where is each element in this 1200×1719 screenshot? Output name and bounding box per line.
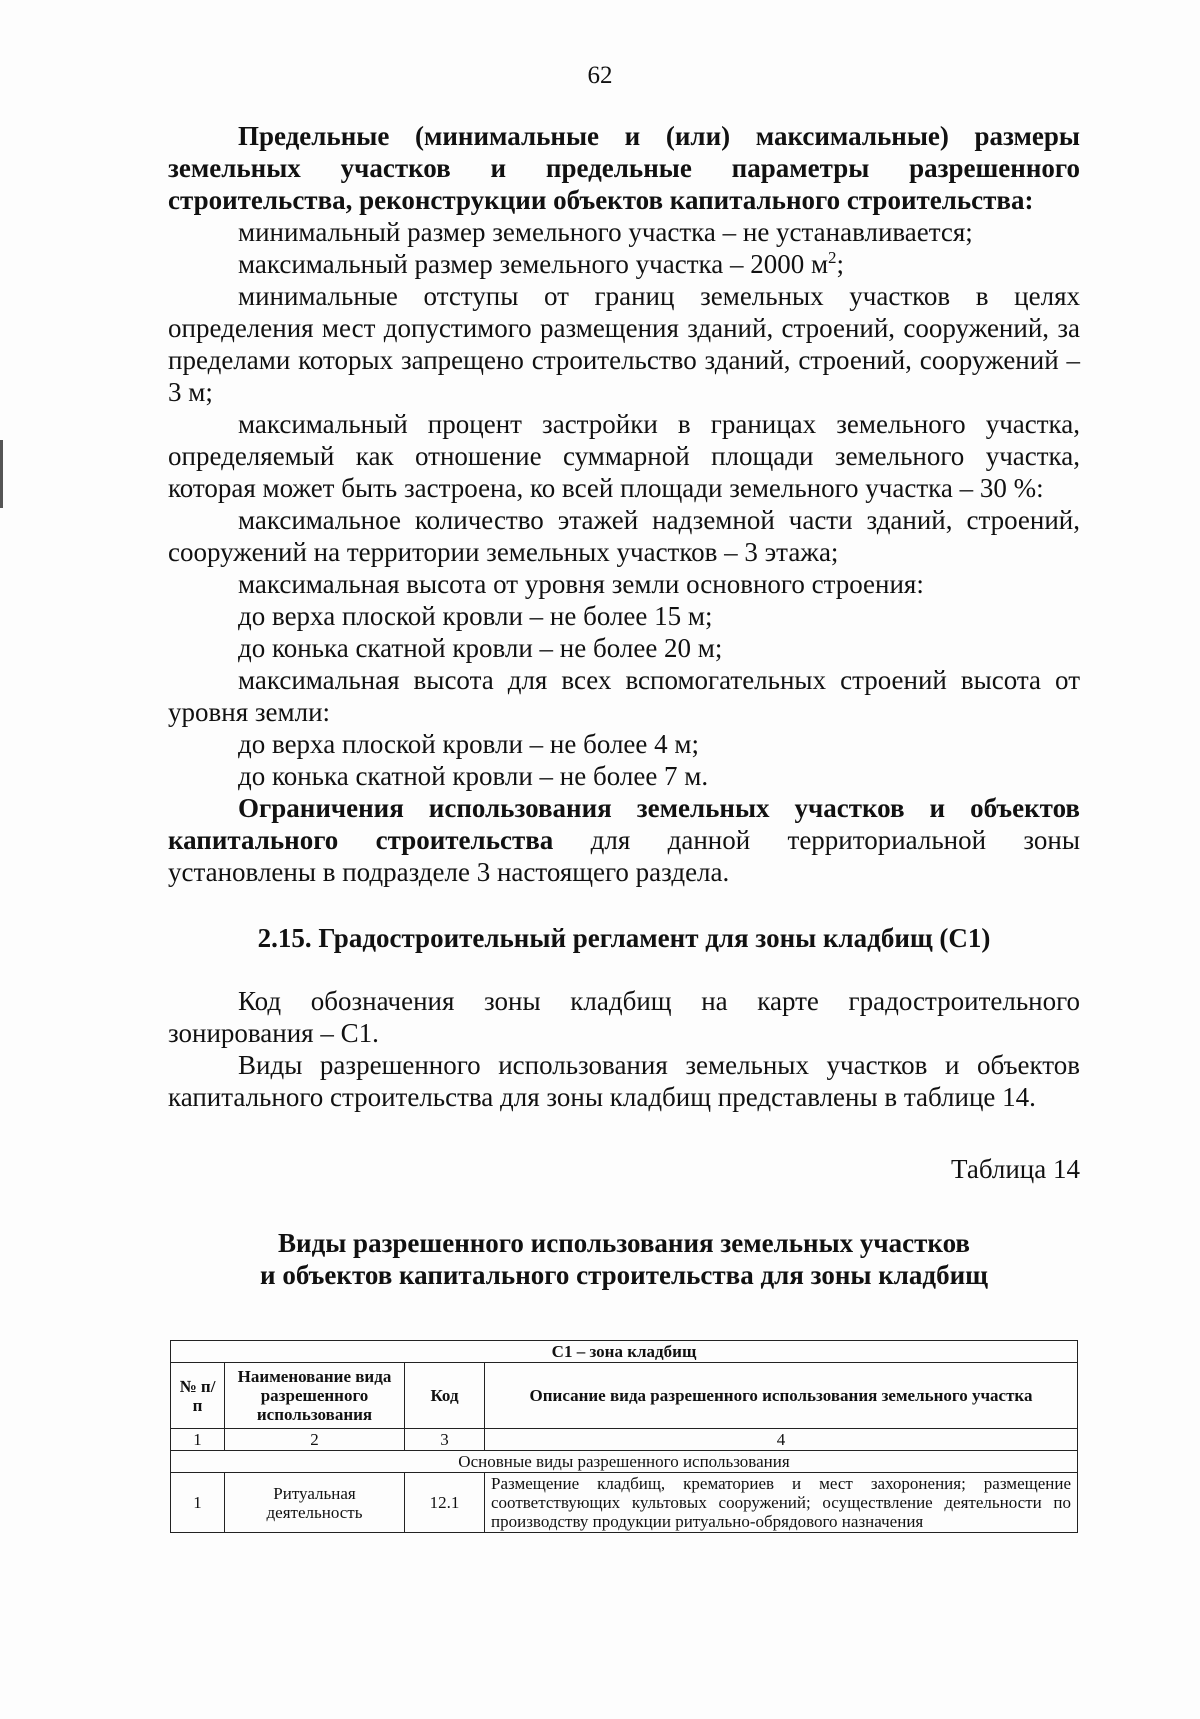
max-size-paragraph xyxy=(168,248,1080,280)
height-aux-paragraph: максимальная высота для всех вспомогательных строений высота от уровня земли: xyxy=(168,665,1080,727)
table-caption: Таблица 14 xyxy=(951,1154,1080,1184)
setbacks-paragraph: минимальные отступы от границ земельных участков в целях определения мест допустимого размещения зданий, строений, сооружений, за пределами которых запрещено строительство зданий, строений, сооружений – 3 м; xyxy=(168,281,1080,407)
coverage-paragraph: максимальный процент застройки в границах земельного участка, определяемый как отношение суммарной площади земельного участка, которая может быть застроена, ко всей площади земельного участка – 30 %: xyxy=(168,409,1080,503)
table-zone-row xyxy=(171,1341,1078,1363)
colnum-3: 3 xyxy=(405,1429,485,1451)
header-num: № п/п xyxy=(171,1363,225,1429)
colnum-2: 2 xyxy=(225,1429,405,1451)
section-heading: 2.15. Градостроительный регламент для зоны кладбищ (С1) xyxy=(257,923,991,953)
max-size-sup: 2 xyxy=(828,248,837,267)
restrictions-paragraph xyxy=(168,792,1080,888)
header-desc: Описание вида разрешенного использования земельного участка xyxy=(485,1363,1078,1429)
row-code: 12.1 xyxy=(405,1473,485,1533)
colnum-1: 1 xyxy=(171,1429,225,1451)
permitted-uses-table xyxy=(170,1340,1078,1533)
pitched-roof-main-paragraph: до конька скатной кровли – не более 20 м; xyxy=(238,633,723,663)
table-group-label: Основные виды разрешенного использования xyxy=(171,1451,1078,1473)
table-title-line2: и объектов капитального строительства для зоны кладбищ xyxy=(260,1260,988,1290)
colnum-4: 4 xyxy=(485,1429,1078,1451)
table-title-line1: Виды разрешенного использования земельных участков xyxy=(278,1228,970,1258)
page-number: 62 xyxy=(587,62,613,89)
min-size-paragraph: минимальный размер земельного участка – не устанавливается; xyxy=(238,217,973,247)
header-name: Наименование вида разрешенного использования xyxy=(225,1363,405,1429)
floors-paragraph: максимальное количество этажей надземной части зданий, строений, сооружений на территории земельных участков – 3 этажа; xyxy=(168,505,1080,567)
header-code: Код xyxy=(405,1363,485,1429)
table-title xyxy=(168,1227,1080,1291)
limits-heading-paragraph: Предельные (минимальные и (или) максимальные) размеры земельных участков и предельные параметры разрешенного строительства, реконструкции объектов капитального строительства: xyxy=(168,121,1080,215)
row-name: Ритуальная деятельность xyxy=(225,1473,405,1533)
height-main-paragraph: максимальная высота от уровня земли основного строения: xyxy=(238,569,924,599)
restrictions-bold: Ограничения использования земельных участков и объектов капитального строительства xyxy=(168,793,1080,855)
zone-code-paragraph: Код обозначения зоны кладбищ на карте градостроительного зонирования – С1. xyxy=(168,986,1080,1048)
row-desc: Размещение кладбищ, крематориев и мест захоронения; размещение соответствующих культовых сооружений; осуществление деятельности по производству продукции ритуально-обрядового назначения xyxy=(485,1473,1078,1533)
max-size-end: ; xyxy=(836,249,845,279)
scan-edge-mark xyxy=(0,440,3,508)
table-header-row xyxy=(171,1363,1078,1429)
table-group-row xyxy=(171,1451,1078,1473)
restrictions-rest: для данной территориальной зоны установлены в подразделе 3 настоящего раздела. xyxy=(168,825,1080,887)
table-reference-paragraph: Виды разрешенного использования земельных участков и объектов капитального строительства для зоны кладбищ представлены в таблице 14. xyxy=(168,1050,1080,1112)
max-size-text: максимальный размер земельного участка – 2000 м xyxy=(238,249,829,279)
table-row xyxy=(171,1473,1078,1533)
document-body xyxy=(168,120,1080,1291)
flat-roof-main-paragraph: до верха плоской кровли – не более 15 м; xyxy=(238,601,713,631)
flat-roof-aux-paragraph: до верха плоской кровли – не более 4 м; xyxy=(238,729,699,759)
pitched-roof-aux-paragraph: до конька скатной кровли – не более 7 м. xyxy=(238,761,709,791)
row-num: 1 xyxy=(171,1473,225,1533)
table-zone-header: С1 – зона кладбищ xyxy=(171,1341,1078,1363)
table-colnum-row xyxy=(171,1429,1078,1451)
